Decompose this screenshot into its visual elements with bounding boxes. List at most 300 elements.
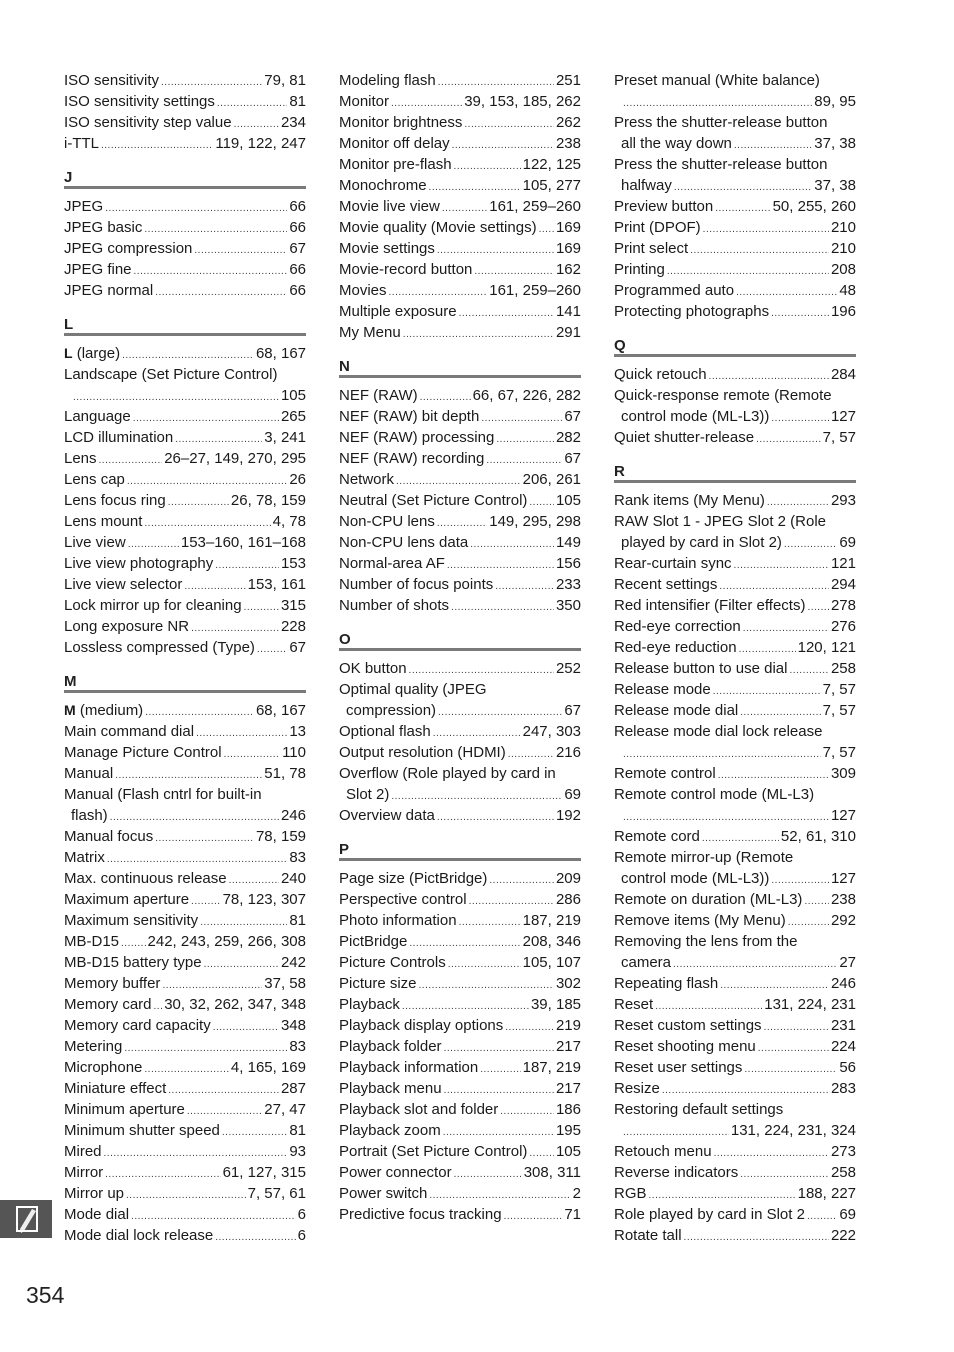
dot-leader [464, 114, 554, 135]
entry-term: Red-eye correction [614, 618, 741, 635]
entry-term: Perspective control [339, 891, 467, 908]
entry-pages: 149 [555, 534, 581, 551]
entry-term: JPEG normal [64, 282, 154, 299]
index-entry [339, 511, 581, 532]
dot-leader [720, 975, 829, 996]
entry-term: Monitor brightness [339, 114, 463, 131]
dot-leader [144, 219, 287, 240]
entry-term: Remove items (My Menu) [614, 912, 786, 929]
entry-pages: 66 [289, 219, 306, 236]
dot-leader [105, 198, 287, 219]
index-entry [339, 238, 581, 259]
dot-leader [134, 261, 288, 282]
dot-leader [649, 1185, 796, 1206]
dot-leader [389, 282, 488, 303]
dot-leader [474, 261, 554, 282]
entry-pages: 105 [555, 492, 581, 509]
index-entry [339, 154, 581, 175]
index-entry [614, 259, 856, 280]
entry-pages: 315 [280, 597, 306, 614]
index-entry [614, 217, 856, 238]
entry-term: Movies [339, 282, 387, 299]
index-entry [64, 91, 306, 112]
index-entry [339, 1141, 581, 1162]
index-entry [64, 1204, 306, 1225]
size-symbol: L [64, 345, 73, 361]
dot-leader [504, 1206, 563, 1227]
entry-term: Reset user settings [614, 1059, 743, 1076]
dot-leader [402, 996, 529, 1017]
dot-leader [667, 261, 829, 282]
dot-leader [756, 429, 821, 450]
dot-leader [529, 1143, 554, 1164]
letter-label: Q [614, 337, 626, 354]
entry-pages: 67 [289, 639, 306, 656]
entry-pages: 234 [280, 114, 306, 131]
dot-leader [244, 597, 279, 618]
entry-pages: 7, 57 [822, 744, 856, 761]
entry-term: Release button to use dial [614, 660, 788, 677]
entry-term: JPEG compression [64, 240, 193, 257]
index-letter-heading [614, 322, 856, 364]
entry-term: Reset shooting menu [614, 1038, 756, 1055]
index-entry [339, 196, 581, 217]
index-letter-heading [64, 301, 306, 343]
index-entry [64, 259, 306, 280]
entry-pages: 188, 227 [797, 1185, 856, 1202]
entry-pages: 105 [280, 387, 306, 404]
index-entry [339, 133, 581, 154]
entry-term: Lock mirror up for cleaning [64, 597, 242, 614]
entry-term: compression) [346, 702, 437, 719]
entry-term: MB-D15 [64, 933, 120, 950]
dot-leader [144, 1059, 229, 1080]
letter-label: N [339, 358, 350, 375]
index-column-2 [339, 70, 581, 1225]
entry-term: Lens mount [64, 513, 143, 530]
entry-term: Number of shots [339, 597, 450, 614]
entry-pages: 187, 219 [522, 1059, 581, 1076]
index-entry [614, 280, 856, 301]
dot-leader [623, 93, 812, 114]
index-entry [614, 1015, 856, 1036]
index-entry [614, 1078, 856, 1099]
index-entry [339, 469, 581, 490]
entry-pages: 224 [830, 1038, 856, 1055]
index-entry [339, 994, 581, 1015]
entry-pages: 56 [839, 1059, 856, 1076]
index-entry [64, 910, 306, 931]
index-entry [614, 952, 856, 973]
entry-term: Reverse indicators [614, 1164, 739, 1181]
dot-leader [124, 1038, 287, 1059]
entry-term: Number of focus points [339, 576, 494, 593]
entry-pages: 309 [830, 765, 856, 782]
entry-pages: 37, 38 [814, 177, 856, 194]
entry-pages: 238 [830, 891, 856, 908]
index-entry [339, 889, 581, 910]
dot-leader [234, 114, 279, 135]
entry-term: PictBridge [339, 933, 408, 950]
entry-pages: 276 [830, 618, 856, 635]
index-entry [64, 511, 306, 532]
dot-leader [437, 240, 554, 261]
entry-term: Monochrome [339, 177, 427, 194]
entry-term: JPEG fine [64, 261, 132, 278]
dot-leader [126, 1185, 246, 1206]
dot-leader [215, 1227, 295, 1248]
dot-leader [703, 219, 829, 240]
index-entry [64, 70, 306, 91]
index-entry [339, 490, 581, 511]
dot-leader [438, 702, 562, 723]
entry-term: Reset custom settings [614, 1017, 762, 1034]
dot-leader [419, 975, 554, 996]
entry-pages: 196 [830, 303, 856, 320]
entry-pages: 93 [289, 1143, 306, 1160]
dot-leader [161, 72, 262, 93]
entry-term: control mode (ML-L3)) [621, 870, 770, 887]
dot-leader [452, 135, 554, 156]
entry-pages: 283 [830, 1080, 856, 1097]
index-entry [64, 343, 306, 364]
entry-pages: 231 [830, 1017, 856, 1034]
index-entry [339, 784, 581, 805]
entry-pages: 6 [297, 1206, 306, 1223]
dot-leader [771, 870, 829, 891]
entry-pages: 89, 95 [814, 93, 856, 110]
entry-pages: 39, 185 [530, 996, 581, 1013]
index-entry [614, 364, 856, 385]
entry-term: Minimum shutter speed [64, 1122, 220, 1139]
entry-term: all the way down [621, 135, 732, 152]
entry-term: OK button [339, 660, 407, 677]
entry-term: Quiet shutter-release [614, 429, 755, 446]
letter-rule [64, 333, 306, 336]
entry-pages: 216 [555, 744, 581, 761]
entry-term: Rotate tall [614, 1227, 682, 1244]
entry-term: JPEG basic [64, 219, 143, 236]
entry-pages: 210 [830, 219, 856, 236]
dot-leader [110, 807, 279, 828]
entry-term: Memory card [64, 996, 152, 1013]
entry-pages: 242, 243, 259, 266, 308 [147, 933, 306, 950]
entry-term: Overview data [339, 807, 435, 824]
dot-leader [196, 723, 287, 744]
section-tab [0, 1200, 52, 1238]
index-column-3 [614, 70, 856, 1246]
index-entry [339, 91, 581, 112]
index-entry [614, 931, 856, 952]
dot-leader [444, 1038, 554, 1059]
entry-pages: 2 [572, 1185, 581, 1202]
index-entry [64, 532, 306, 553]
dot-leader [454, 156, 521, 177]
entry-pages: 238 [555, 135, 581, 152]
entry-pages: 50, 255, 260 [772, 198, 856, 215]
entry-term: Slot 2) [346, 786, 390, 803]
index-entry [339, 1204, 581, 1225]
entry-pages: 210 [830, 240, 856, 257]
entry-term: Picture size [339, 975, 417, 992]
entry-pages: 120, 121 [797, 639, 856, 656]
entry-term: Mirror up [64, 1185, 125, 1202]
index-entry [339, 1036, 581, 1057]
entry-term: Playback menu [339, 1080, 442, 1097]
index-entry [614, 1099, 856, 1120]
entry-pages: 169 [555, 240, 581, 257]
entry-term: Preset manual (White balance) [614, 72, 820, 89]
dot-leader [204, 954, 279, 975]
entry-pages: 187, 219 [522, 912, 581, 929]
entry-term: Remote on duration (ML-L3) [614, 891, 803, 908]
entry-term: Rank items (My Menu) [614, 492, 765, 509]
entry-term: Monitor [339, 93, 390, 110]
dot-leader [459, 912, 521, 933]
dot-leader [719, 576, 829, 597]
entry-term: Mirror [64, 1164, 104, 1181]
entry-pages: 153–160, 161–168 [180, 534, 306, 551]
entry-pages: 81 [289, 1122, 306, 1139]
entry-term: JPEG [64, 198, 104, 215]
letter-rule [339, 375, 581, 378]
entry-pages: 105 [555, 1143, 581, 1160]
entry-term: NEF (RAW) recording [339, 450, 485, 467]
entry-pages: 66 [289, 282, 306, 299]
index-entry [614, 532, 856, 553]
entry-pages: 121 [830, 555, 856, 572]
entry-term: Remote control [614, 765, 716, 782]
index-entry [64, 616, 306, 637]
entry-pages: 67 [564, 702, 581, 719]
index-entry [339, 175, 581, 196]
dot-leader [489, 870, 554, 891]
index-entry [339, 280, 581, 301]
dot-leader [155, 282, 287, 303]
index-entry [64, 1141, 306, 1162]
dot-leader [744, 1059, 837, 1080]
index-entry [64, 931, 306, 952]
index-entry [614, 637, 856, 658]
index-entry [339, 721, 581, 742]
entry-term: Mode dial [64, 1206, 130, 1223]
entry-term: Metering [64, 1038, 123, 1055]
index-entry [339, 1015, 581, 1036]
dot-leader [804, 891, 829, 912]
entry-pages: 219 [555, 1017, 581, 1034]
dot-leader [107, 849, 287, 870]
entry-term: Remote control mode (ML-L3) [614, 786, 815, 803]
index-entry [64, 1162, 306, 1183]
dot-leader [764, 1017, 829, 1038]
dot-leader [690, 240, 829, 261]
entry-term: Press the shutter-release button [614, 114, 828, 131]
entry-term: Removing the lens from the [614, 933, 798, 950]
entry-term: Remote mirror-up (Remote [614, 849, 794, 866]
entry-term: Playback folder [339, 1038, 442, 1055]
index-entry [339, 448, 581, 469]
index-entry [614, 553, 856, 574]
entry-term: Playback display options [339, 1017, 504, 1034]
dot-leader [104, 1143, 288, 1164]
entry-term: flash) [71, 807, 108, 824]
entry-term: Movie quality (Movie settings) [339, 219, 537, 236]
letter-rule [614, 354, 856, 357]
entry-pages: 208 [830, 261, 856, 278]
entry-pages: 222 [830, 1227, 856, 1244]
letter-rule [614, 480, 856, 483]
index-entry [339, 973, 581, 994]
entry-term: Protecting photographs [614, 303, 770, 320]
entry-term: Non-CPU lens [339, 513, 435, 530]
entry-pages: 206, 261 [522, 471, 581, 488]
dot-leader [623, 744, 821, 765]
entry-pages: 69 [839, 534, 856, 551]
entry-term: Movie-record button [339, 261, 473, 278]
index-entry [614, 112, 856, 133]
index-entry [64, 1225, 306, 1246]
entry-pages: 81 [289, 912, 306, 929]
index-entry [614, 700, 856, 721]
entry-pages: 149, 295, 298 [489, 513, 581, 530]
entry-pages: 68, 167 [255, 702, 306, 719]
dot-leader [122, 345, 254, 366]
letter-label: J [64, 169, 73, 186]
index-entry [614, 238, 856, 259]
entry-pages: 258 [830, 660, 856, 677]
index-entry [64, 364, 306, 385]
dot-leader [470, 534, 554, 555]
index-entry [614, 826, 856, 847]
index-entry [339, 385, 581, 406]
entry-pages: 78, 159 [255, 828, 306, 845]
entry-pages: 265 [280, 408, 306, 425]
entry-pages: 291 [555, 324, 581, 341]
dot-leader [714, 1143, 829, 1164]
entry-pages: 71 [564, 1206, 581, 1223]
entry-pages: 293 [830, 492, 856, 509]
index-entry [64, 238, 306, 259]
entry-pages: 26 [289, 471, 306, 488]
entry-pages: 262 [555, 114, 581, 131]
index-letter-heading [339, 343, 581, 385]
index-entry [339, 553, 581, 574]
letter-rule [64, 186, 306, 189]
entry-pages: 51, 78 [264, 765, 306, 782]
dot-leader [807, 1206, 837, 1227]
dot-leader [154, 996, 163, 1017]
entry-term: Movie live view [339, 198, 440, 215]
entry-term: Press the shutter-release button [614, 156, 828, 173]
entry-term: Main command dial [64, 723, 195, 740]
dot-leader [131, 1206, 296, 1227]
index-entry [64, 406, 306, 427]
entry-term: Printing [614, 261, 665, 278]
index-entry [614, 574, 856, 595]
index-entry [339, 1162, 581, 1183]
index-entry [614, 658, 856, 679]
entry-pages: 81 [289, 93, 306, 110]
entry-term: Normal-area AF [339, 555, 445, 572]
entry-term: Playback information [339, 1059, 479, 1076]
entry-term: NEF (RAW) [339, 387, 418, 404]
dot-leader [662, 1080, 829, 1101]
entry-term: Page size (PictBridge) [339, 870, 488, 887]
dot-leader [105, 1164, 220, 1185]
letter-rule [339, 858, 581, 861]
entry-term: Language [64, 408, 131, 425]
index-entry [339, 595, 581, 616]
index-entry [64, 196, 306, 217]
index-entry [64, 1078, 306, 1099]
dot-leader [529, 492, 554, 513]
index-entry [339, 868, 581, 889]
index-entry [614, 1162, 856, 1183]
dot-leader [447, 555, 554, 576]
index-entry [64, 637, 306, 658]
entry-pages: 131, 224, 231 [764, 996, 856, 1013]
dot-leader [448, 954, 521, 975]
entry-term: Maximum aperture [64, 891, 190, 908]
entry-pages: 66 [289, 261, 306, 278]
dot-leader [655, 996, 762, 1017]
entry-pages: 105, 107 [522, 954, 581, 971]
index-entry [339, 763, 581, 784]
entry-pages: 110 [282, 744, 306, 761]
page-number: 354 [26, 1282, 65, 1308]
dot-leader [734, 135, 812, 156]
index-entry [614, 301, 856, 322]
entry-term: Network [339, 471, 395, 488]
entry-term: Resize [614, 1080, 660, 1097]
entry-term: Lossless compressed (Type) [64, 639, 255, 656]
index-entry [614, 1036, 856, 1057]
index-entry [339, 427, 581, 448]
entry-pages: 119, 122, 247 [215, 135, 306, 152]
entry-term: Print (DPOF) [614, 219, 701, 236]
entry-pages: 153, 161 [247, 576, 306, 593]
dot-leader [739, 639, 796, 660]
dot-leader [481, 408, 562, 429]
dot-leader [121, 933, 146, 954]
index-entry [614, 679, 856, 700]
dot-leader [145, 702, 254, 723]
index-entry [64, 427, 306, 448]
index-entry [64, 1036, 306, 1057]
dot-leader [409, 933, 520, 954]
dot-leader [391, 786, 562, 807]
dot-leader [168, 492, 229, 513]
index-entry [614, 511, 856, 532]
entry-term: Monitor off delay [339, 135, 450, 152]
entry-term: Miniature effect [64, 1080, 167, 1097]
entry-term: camera [621, 954, 672, 971]
entry-term: Playback [339, 996, 400, 1013]
dot-leader [115, 765, 262, 786]
index-entry [64, 1183, 306, 1204]
entry-term: Picture Controls [339, 954, 446, 971]
entry-term: Power switch [339, 1185, 428, 1202]
entry-term: Print select [614, 240, 689, 257]
entry-term: Live view photography [64, 555, 214, 572]
index-entry [339, 1057, 581, 1078]
entry-term: Lens [64, 450, 97, 467]
index-entry [339, 700, 581, 721]
dot-leader [480, 1059, 520, 1080]
entry-pages: 228 [280, 618, 306, 635]
dot-leader [713, 681, 821, 702]
index-entry [614, 994, 856, 1015]
